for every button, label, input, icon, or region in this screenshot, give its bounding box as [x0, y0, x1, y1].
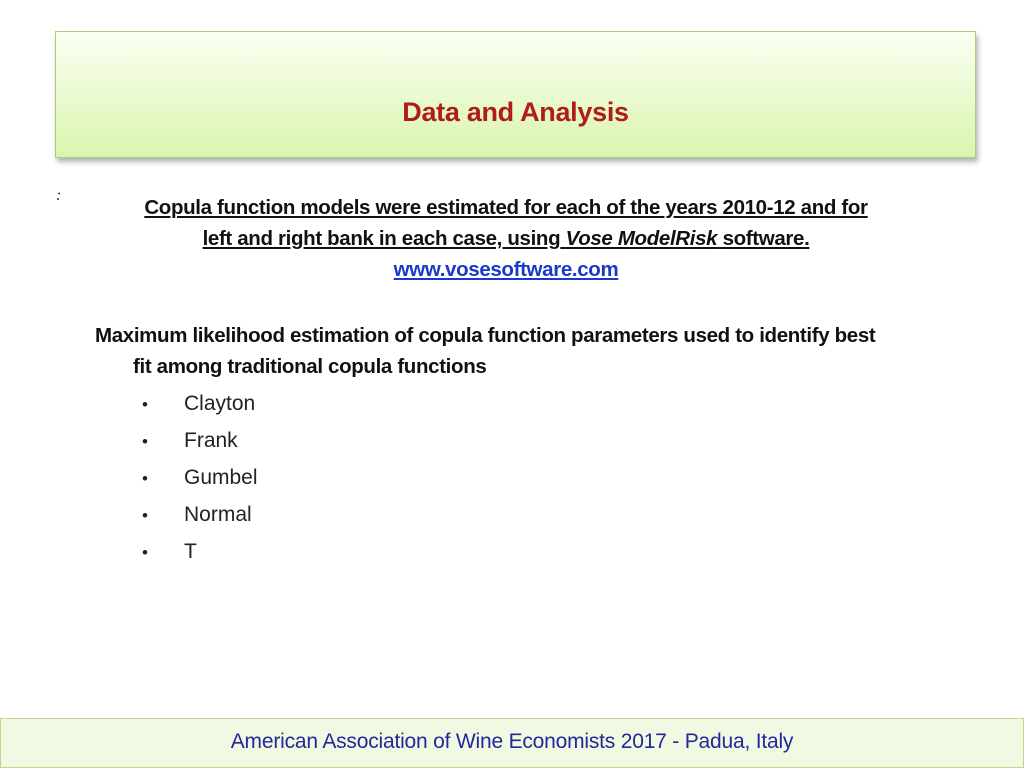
mle-paragraph: Maximum likelihood estimation of copula function parameters used to identify best fit among traditional copula functions [95, 324, 876, 378]
list-item [142, 422, 258, 459]
copula-normal: Normal [184, 503, 252, 526]
bullet-icon: • [142, 469, 148, 488]
bullet-icon: • [142, 432, 148, 451]
copula-gumbel: Gumbel [184, 466, 258, 489]
list-item [142, 385, 258, 422]
software-name: Vose ModelRisk [565, 227, 718, 250]
bullet-icon: • [142, 543, 148, 562]
copula-clayton: Clayton [184, 392, 256, 415]
copula-description-paragraph [84, 192, 928, 285]
vose-software-link[interactable]: www.vosesoftware.com [393, 258, 619, 281]
footer-text: American Association of Wine Economists 2017 - Padua, Italy [230, 730, 794, 753]
bullet-icon: • [142, 506, 148, 525]
list-item [142, 459, 258, 496]
footer-bar [0, 718, 1024, 768]
title-banner [55, 31, 976, 158]
list-item [142, 533, 258, 570]
bullet-icon: • [142, 395, 148, 414]
copula-t: T [184, 540, 197, 563]
slide-title: Data and Analysis [402, 97, 629, 127]
copula-list [142, 385, 258, 570]
list-item [142, 496, 258, 533]
description-line-2-end: software. [722, 227, 810, 250]
description-line-1: Copula function models were estimated for each of the years 2010-12 and for [144, 196, 868, 219]
colon-mark: : [56, 187, 62, 204]
description-line-2-start: left and right bank in each case, using [202, 227, 561, 250]
copula-frank: Frank [184, 429, 238, 452]
